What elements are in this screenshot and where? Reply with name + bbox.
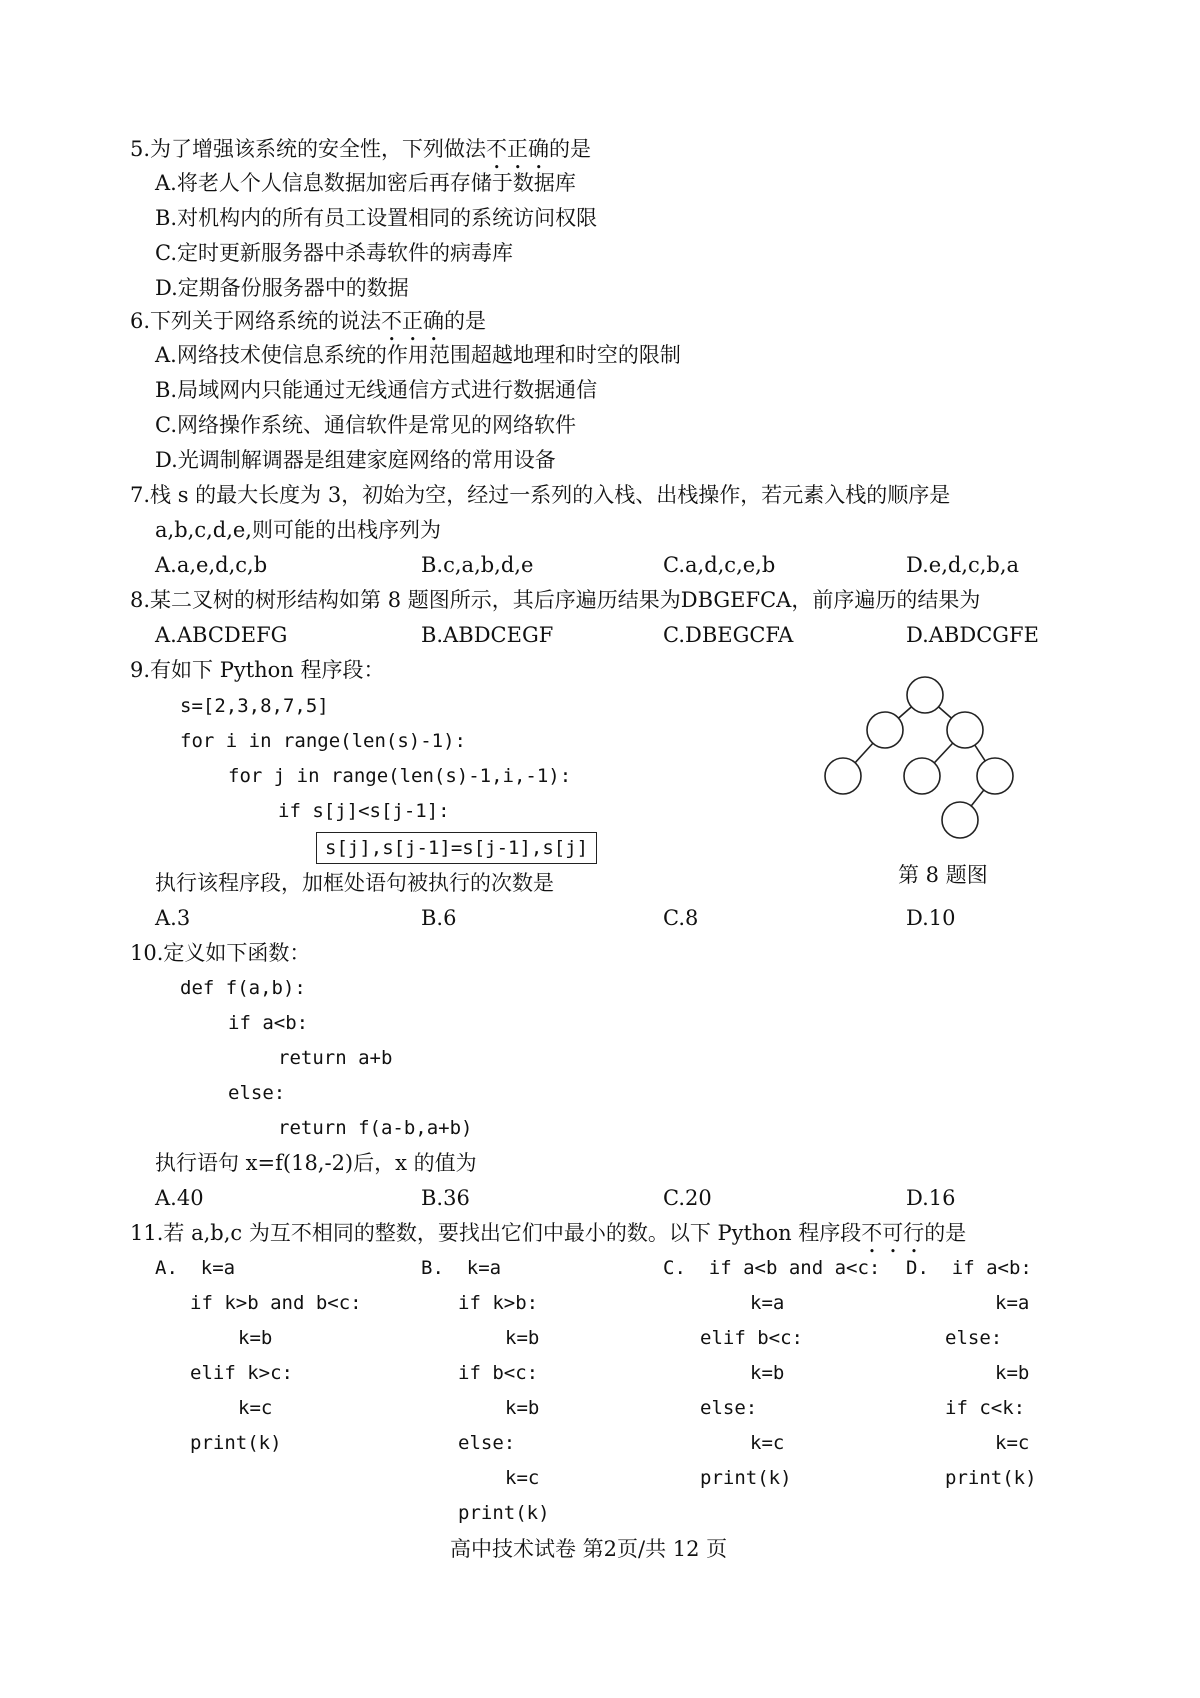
q9-code-line: for j in range(len(s)-1,i,-1): bbox=[228, 765, 572, 787]
q6-option-a: A.网络技术使信息系统的作用范围超越地理和时空的限制 bbox=[155, 343, 681, 367]
q11-c-line: C. if a<b and a<c: bbox=[663, 1257, 881, 1279]
q9-code-line: if s[j]<s[j-1]: bbox=[278, 800, 450, 822]
q11-c-line: elif b<c: bbox=[700, 1327, 803, 1349]
q6-stem-post: 的是 bbox=[444, 309, 487, 333]
q8-option-d: D.ABDCGFE bbox=[906, 623, 1039, 647]
q5-stem-pre: 5.为了增强该系统的安全性，下列做法 bbox=[130, 137, 487, 161]
q11-stem-post: 的是 bbox=[924, 1221, 967, 1245]
q11-d-line: k=c bbox=[995, 1432, 1030, 1454]
q11-d-line: k=b bbox=[995, 1362, 1030, 1384]
q11-a-line: elif k>c: bbox=[190, 1362, 293, 1384]
q11-d-line: print(k) bbox=[945, 1467, 1037, 1489]
q11-b-line: else: bbox=[458, 1432, 516, 1454]
q11-b-line: if k>b: bbox=[458, 1292, 539, 1314]
q5-option-d: D.定期备份服务器中的数据 bbox=[155, 276, 409, 300]
q11-a-line: k=c bbox=[238, 1397, 273, 1419]
q10-code-line: if a<b: bbox=[228, 1012, 309, 1034]
q11-a-line: if k>b and b<c: bbox=[190, 1292, 362, 1314]
tree-node bbox=[825, 758, 861, 794]
q9-option-b: B.6 bbox=[421, 906, 457, 930]
q11-c-line: k=c bbox=[750, 1432, 785, 1454]
q10-code-line: def f(a,b): bbox=[180, 977, 306, 999]
q11-b-line: B. k=a bbox=[421, 1257, 502, 1279]
question-11-stem bbox=[130, 1220, 966, 1258]
q6-stem-emph: 不正确 bbox=[381, 309, 445, 333]
q11-stem-pre: 11.若 a,b,c 为互不相同的整数，要找出它们中最小的数。以下 Python 程序段 bbox=[130, 1221, 862, 1245]
question-5-stem bbox=[130, 136, 591, 174]
q8-figure-caption: 第 8 题图 bbox=[898, 863, 988, 887]
page-footer: 高中技术试卷 第2页/共 12 页 bbox=[450, 1537, 728, 1561]
question-6-stem bbox=[130, 308, 486, 346]
q7-option-a: A.a,e,d,c,b bbox=[155, 553, 268, 577]
q6-option-b: B.局域网内只能通过无线通信方式进行数据通信 bbox=[155, 378, 598, 402]
q11-d-line: if c<k: bbox=[945, 1397, 1026, 1419]
q7-stem-line2: a,b,c,d,e,则可能的出栈序列为 bbox=[155, 518, 441, 542]
q9-boxed-statement: s[j],s[j-1]=s[j-1],s[j] bbox=[316, 832, 597, 864]
q7-option-d: D.e,d,c,b,a bbox=[906, 553, 1020, 577]
q11-d-line: else: bbox=[945, 1327, 1003, 1349]
binary-tree-figure bbox=[820, 672, 1020, 842]
q10-option-b: B.36 bbox=[421, 1186, 470, 1210]
tree-node bbox=[942, 802, 978, 838]
q5-stem-emph: 不正确 bbox=[486, 137, 550, 161]
q9-question: 执行该程序段，加框处语句被执行的次数是 bbox=[155, 871, 554, 895]
q10-code-line: return f(a-b,a+b) bbox=[278, 1117, 473, 1139]
q11-c-line: print(k) bbox=[700, 1467, 792, 1489]
q11-d-line: D. if a<b: bbox=[906, 1257, 1032, 1279]
tree-node bbox=[867, 712, 903, 748]
q5-option-a: A.将老人个人信息数据加密后再存储于数据库 bbox=[155, 171, 576, 195]
q11-stem-emph: 不可行 bbox=[861, 1221, 925, 1245]
q5-stem-post: 的是 bbox=[549, 137, 592, 161]
q11-b-line: k=b bbox=[505, 1397, 540, 1419]
q7-stem-line1: 7.栈 s 的最大长度为 3，初始为空，经过一系列的入栈、出栈操作，若元素入栈的顺序是 bbox=[130, 483, 951, 507]
q7-option-b: B.c,a,b,d,e bbox=[421, 553, 534, 577]
q6-option-c: C.网络操作系统、通信软件是常见的网络软件 bbox=[155, 413, 576, 437]
q10-stem: 10.定义如下函数： bbox=[130, 941, 311, 965]
q11-b-line: k=b bbox=[505, 1327, 540, 1349]
q10-question: 执行语句 x=f(18,-2)后，x 的值为 bbox=[155, 1151, 477, 1175]
q11-a-line: k=b bbox=[238, 1327, 273, 1349]
q5-option-c: C.定时更新服务器中杀毒软件的病毒库 bbox=[155, 241, 513, 265]
q9-option-a: A.3 bbox=[155, 906, 191, 930]
q11-b-line: k=c bbox=[505, 1467, 540, 1489]
q10-code-line: return a+b bbox=[278, 1047, 393, 1069]
q11-b-line: print(k) bbox=[458, 1502, 550, 1524]
q9-code-line: for i in range(len(s)-1): bbox=[180, 730, 466, 752]
q8-option-a: A.ABCDEFG bbox=[155, 623, 288, 647]
q8-stem: 8.某二叉树的树形结构如第 8 题图所示，其后序遍历结果为DBGEFCA，前序遍历的结果为 bbox=[130, 588, 981, 612]
tree-node bbox=[904, 758, 940, 794]
q9-option-c: C.8 bbox=[663, 906, 699, 930]
tree-node bbox=[947, 712, 983, 748]
q11-d-line: k=a bbox=[995, 1292, 1030, 1314]
tree-node bbox=[907, 677, 943, 713]
q5-option-b: B.对机构内的所有员工设置相同的系统访问权限 bbox=[155, 206, 598, 230]
q9-code-line: s=[2,3,8,7,5] bbox=[180, 695, 329, 717]
q10-code-line: else: bbox=[228, 1082, 286, 1104]
q11-c-line: else: bbox=[700, 1397, 758, 1419]
tree-node bbox=[977, 758, 1013, 794]
q10-option-c: C.20 bbox=[663, 1186, 712, 1210]
q11-a-line: A. k=a bbox=[155, 1257, 236, 1279]
q6-stem-pre: 6.下列关于网络系统的说法 bbox=[130, 309, 382, 333]
q10-option-d: D.16 bbox=[906, 1186, 956, 1210]
q11-c-line: k=a bbox=[750, 1292, 785, 1314]
q11-a-line: print(k) bbox=[190, 1432, 282, 1454]
q9-stem: 9.有如下 Python 程序段： bbox=[130, 658, 385, 682]
q9-option-d: D.10 bbox=[906, 906, 956, 930]
q7-option-c: C.a,d,c,e,b bbox=[663, 553, 776, 577]
q11-c-line: k=b bbox=[750, 1362, 785, 1384]
q11-b-line: if b<c: bbox=[458, 1362, 539, 1384]
q6-option-d: D.光调制解调器是组建家庭网络的常用设备 bbox=[155, 448, 556, 472]
q8-option-b: B.ABDCEGF bbox=[421, 623, 554, 647]
q10-option-a: A.40 bbox=[155, 1186, 204, 1210]
q8-option-c: C.DBEGCFA bbox=[663, 623, 794, 647]
